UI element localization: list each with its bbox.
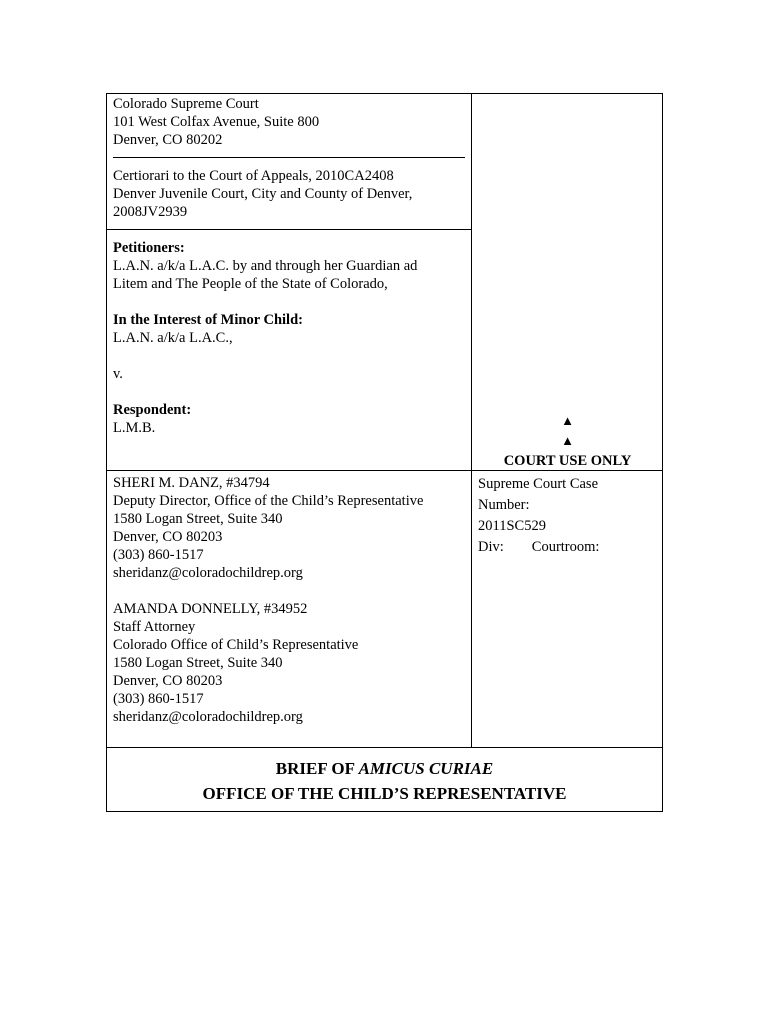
document-title-line2: OFFICE OF THE CHILD’S REPRESENTATIVE bbox=[202, 784, 567, 803]
div-courtroom-row bbox=[478, 537, 669, 558]
attorney-block bbox=[113, 474, 465, 726]
triangle-up-icon: ▲ bbox=[561, 433, 574, 448]
attorney2-address1: 1580 Logan Street, Suite 340 bbox=[113, 655, 283, 671]
interest-label: In the Interest of Minor Child: bbox=[113, 312, 303, 328]
document-title bbox=[107, 756, 662, 806]
court-block bbox=[113, 95, 465, 149]
attorney2-org: Colorado Office of Child’s Representative bbox=[113, 637, 359, 653]
court-underline bbox=[113, 157, 465, 158]
case-number: 2011SC529 bbox=[478, 518, 546, 534]
attorney1-email: sheridanz@coloradochildrep.org bbox=[113, 565, 303, 581]
court-address-line1: 101 West Colfax Avenue, Suite 800 bbox=[113, 114, 320, 130]
attorney1-title: Deputy Director, Office of the Child’s Representative bbox=[113, 493, 424, 509]
certiorari-block bbox=[113, 167, 465, 221]
certiorari-line2: Denver Juvenile Court, City and County of Denver, bbox=[113, 186, 413, 202]
petitioners-line1: L.A.N. a/k/a L.A.C. by and through her Guardian ad bbox=[113, 258, 418, 274]
attorney1-address2: Denver, CO 80203 bbox=[113, 529, 223, 545]
petitioners-line2: Litem and The People of the State of Colorado, bbox=[113, 276, 388, 292]
courtroom-label: Courtroom: bbox=[531, 539, 600, 555]
divider-attorneys bbox=[107, 470, 663, 471]
court-address-line2: Denver, CO 80202 bbox=[113, 132, 223, 148]
certiorari-line3: 2008JV2939 bbox=[113, 204, 188, 220]
court-name: Colorado Supreme Court bbox=[113, 96, 259, 112]
attorney1-phone: (303) 860-1517 bbox=[113, 547, 204, 563]
court-use-only-label: COURT USE ONLY bbox=[503, 453, 632, 469]
case-caption-table bbox=[106, 93, 663, 812]
respondent-name: L.M.B. bbox=[113, 420, 156, 436]
certiorari-line1: Certiorari to the Court of Appeals, 2010CA2408 bbox=[113, 168, 394, 184]
title-italic: AMICUS CURIAE bbox=[358, 759, 494, 778]
attorney2-title: Staff Attorney bbox=[113, 619, 196, 635]
divider-certiorari bbox=[107, 229, 471, 230]
attorney2-email: sheridanz@coloradochildrep.org bbox=[113, 709, 303, 725]
parties-block bbox=[113, 239, 465, 437]
respondent-label: Respondent: bbox=[113, 402, 192, 418]
case-label: Supreme Court Case bbox=[478, 476, 599, 492]
attorney1-name: SHERI M. DANZ, #34794 bbox=[113, 475, 270, 491]
attorney2-address2: Denver, CO 80203 bbox=[113, 673, 223, 689]
attorney1-address1: 1580 Logan Street, Suite 340 bbox=[113, 511, 283, 527]
attorney2-phone: (303) 860-1517 bbox=[113, 691, 204, 707]
petitioners-label: Petitioners: bbox=[113, 240, 185, 256]
document-title-line1 bbox=[107, 756, 662, 781]
interest-name: L.A.N. a/k/a L.A.C., bbox=[113, 330, 233, 346]
divider-title bbox=[107, 747, 663, 748]
attorney2-name: AMANDA DONNELLY, #34952 bbox=[113, 601, 308, 617]
case-info-block bbox=[478, 474, 669, 558]
div-label: Div: bbox=[478, 539, 504, 555]
title-prefix: BRIEF OF bbox=[275, 759, 359, 778]
case-number-label: Number: bbox=[478, 497, 530, 513]
triangle-up-icon: ▲ bbox=[561, 413, 574, 428]
versus-text: v. bbox=[113, 366, 123, 382]
